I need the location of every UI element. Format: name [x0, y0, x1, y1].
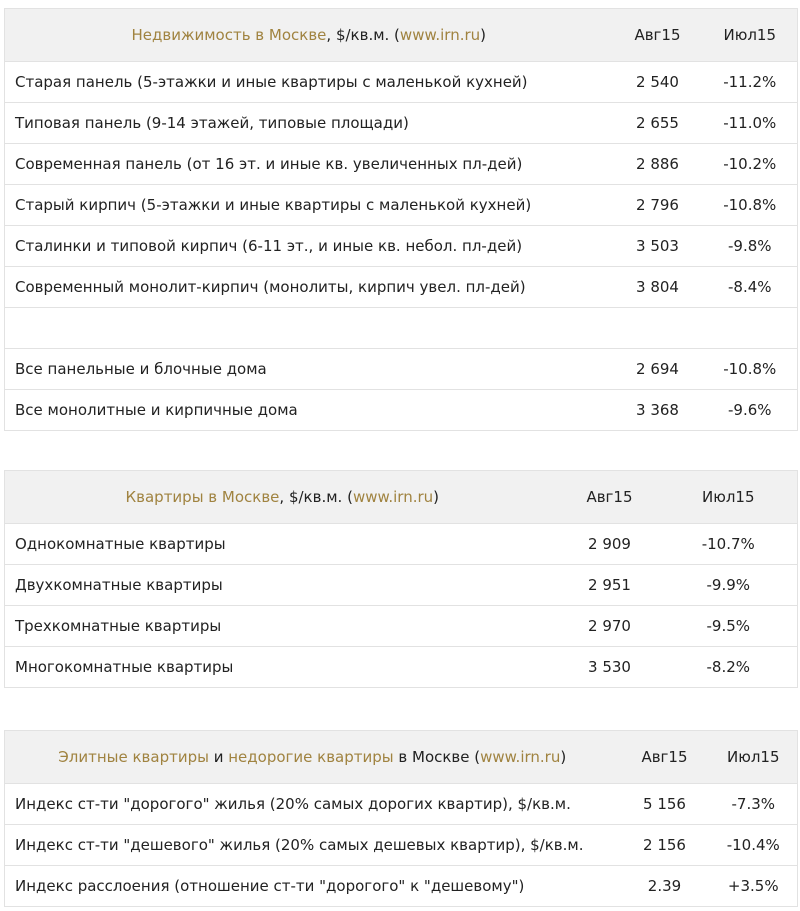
table-apartments-moscow	[4, 470, 798, 688]
row-aug-value: 2 909	[560, 524, 660, 565]
title-end: )	[560, 748, 567, 766]
row-aug-value: 3 368	[613, 390, 703, 431]
column-header-aug: Авг15	[613, 9, 703, 62]
column-header-jul: Июл15	[703, 9, 798, 62]
row-aug-value: 2 694	[613, 349, 703, 390]
row-jul-change: -9.5%	[660, 606, 798, 647]
column-header-jul: Июл15	[660, 471, 798, 524]
table-row	[5, 267, 798, 308]
row-label: Трехкомнатные квартиры	[5, 606, 560, 647]
title-and: и	[208, 748, 229, 766]
row-aug-value: 2.39	[620, 866, 710, 907]
row-aug-value: 5 156	[620, 784, 710, 825]
row-aug-value: 3 530	[560, 647, 660, 688]
title-end: )	[433, 488, 440, 506]
empty-cell	[5, 308, 613, 349]
row-label: Двухкомнатные квартиры	[5, 565, 560, 606]
table-header	[5, 731, 798, 784]
row-label: Многокомнатные квартиры	[5, 647, 560, 688]
row-aug-value: 3 804	[613, 267, 703, 308]
table-row	[5, 103, 798, 144]
row-aug-value: 2 540	[613, 62, 703, 103]
row-jul-change: -7.3%	[710, 784, 798, 825]
row-label: Однокомнатные квартиры	[5, 524, 560, 565]
title-link-realty[interactable]: Недвижимость в Москве	[131, 26, 327, 44]
row-aug-value: 2 951	[560, 565, 660, 606]
empty-cell	[613, 308, 703, 349]
site-link[interactable]: www.irn.ru	[352, 488, 434, 506]
table-header	[5, 9, 798, 62]
row-label: Сталинки и типовой кирпич (6-11 эт., и иные кв. небол. пл-дей)	[5, 226, 613, 267]
title-link-cheap[interactable]: недорогие квартиры	[228, 748, 394, 766]
table-row	[5, 62, 798, 103]
table-header	[5, 471, 798, 524]
row-label: Все монолитные и кирпичные дома	[5, 390, 613, 431]
title-text: , $/кв.м. (	[326, 26, 400, 44]
summary-row	[5, 349, 798, 390]
title-end: )	[480, 26, 486, 44]
title-text: в Москве (	[393, 748, 481, 766]
row-jul-change: -10.7%	[660, 524, 798, 565]
site-link[interactable]: www.irn.ru	[399, 26, 481, 44]
table-row	[5, 784, 798, 825]
row-label: Индекс ст-ти "дорогого" жилья (20% самых дорогих квартир), $/кв.м.	[5, 784, 620, 825]
row-jul-change: -10.8%	[703, 185, 798, 226]
row-aug-value: 2 886	[613, 144, 703, 185]
empty-cell	[703, 308, 798, 349]
row-label: Старый кирпич (5-этажки и иные квартиры с маленькой кухней)	[5, 185, 613, 226]
table-row	[5, 565, 798, 606]
table-elite-cheap-moscow	[4, 730, 798, 907]
row-jul-change: -8.4%	[703, 267, 798, 308]
title-text: , $/кв.м. (	[279, 488, 353, 506]
column-header-aug: Авг15	[560, 471, 660, 524]
table-row	[5, 647, 798, 688]
row-jul-change: -10.8%	[703, 349, 798, 390]
table-row	[5, 185, 798, 226]
row-aug-value: 2 970	[560, 606, 660, 647]
row-aug-value: 3 503	[613, 226, 703, 267]
row-jul-change: -10.2%	[703, 144, 798, 185]
summary-row	[5, 390, 798, 431]
row-aug-value: 2 655	[613, 103, 703, 144]
row-label: Индекс расслоения (отношение ст-ти "дорогого" к "дешевому")	[5, 866, 620, 907]
row-jul-change: -9.6%	[703, 390, 798, 431]
row-label: Все панельные и блочные дома	[5, 349, 613, 390]
row-jul-change: -11.2%	[703, 62, 798, 103]
row-jul-change: -9.8%	[703, 226, 798, 267]
empty-row	[5, 308, 798, 349]
table-row	[5, 825, 798, 866]
row-aug-value: 2 796	[613, 185, 703, 226]
column-header-aug: Авг15	[620, 731, 710, 784]
table-title	[5, 471, 560, 524]
table-row	[5, 606, 798, 647]
row-jul-change: -10.4%	[710, 825, 798, 866]
table-row	[5, 144, 798, 185]
row-label: Индекс ст-ти "дешевого" жилья (20% самых дешевых квартир), $/кв.м.	[5, 825, 620, 866]
column-header-jul: Июл15	[710, 731, 798, 784]
row-label: Современный монолит-кирпич (монолиты, кирпич увел. пл-дей)	[5, 267, 613, 308]
row-label: Старая панель (5-этажки и иные квартиры с маленькой кухней)	[5, 62, 613, 103]
row-jul-change: -8.2%	[660, 647, 798, 688]
table-title	[5, 731, 620, 784]
table-title	[5, 9, 613, 62]
site-link[interactable]: www.irn.ru	[480, 748, 561, 766]
row-jul-change: -9.9%	[660, 565, 798, 606]
title-link-apartments[interactable]: Квартиры в Москве	[125, 488, 280, 506]
row-aug-value: 2 156	[620, 825, 710, 866]
row-label: Современная панель (от 16 эт. и иные кв. увеличенных пл-дей)	[5, 144, 613, 185]
row-label: Типовая панель (9-14 этажей, типовые площади)	[5, 103, 613, 144]
row-jul-change: -11.0%	[703, 103, 798, 144]
table-row	[5, 866, 798, 907]
row-jul-change: +3.5%	[710, 866, 798, 907]
table-row	[5, 226, 798, 267]
title-link-elite[interactable]: Элитные квартиры	[58, 748, 209, 766]
table-realty-moscow	[4, 8, 798, 431]
table-row	[5, 524, 798, 565]
